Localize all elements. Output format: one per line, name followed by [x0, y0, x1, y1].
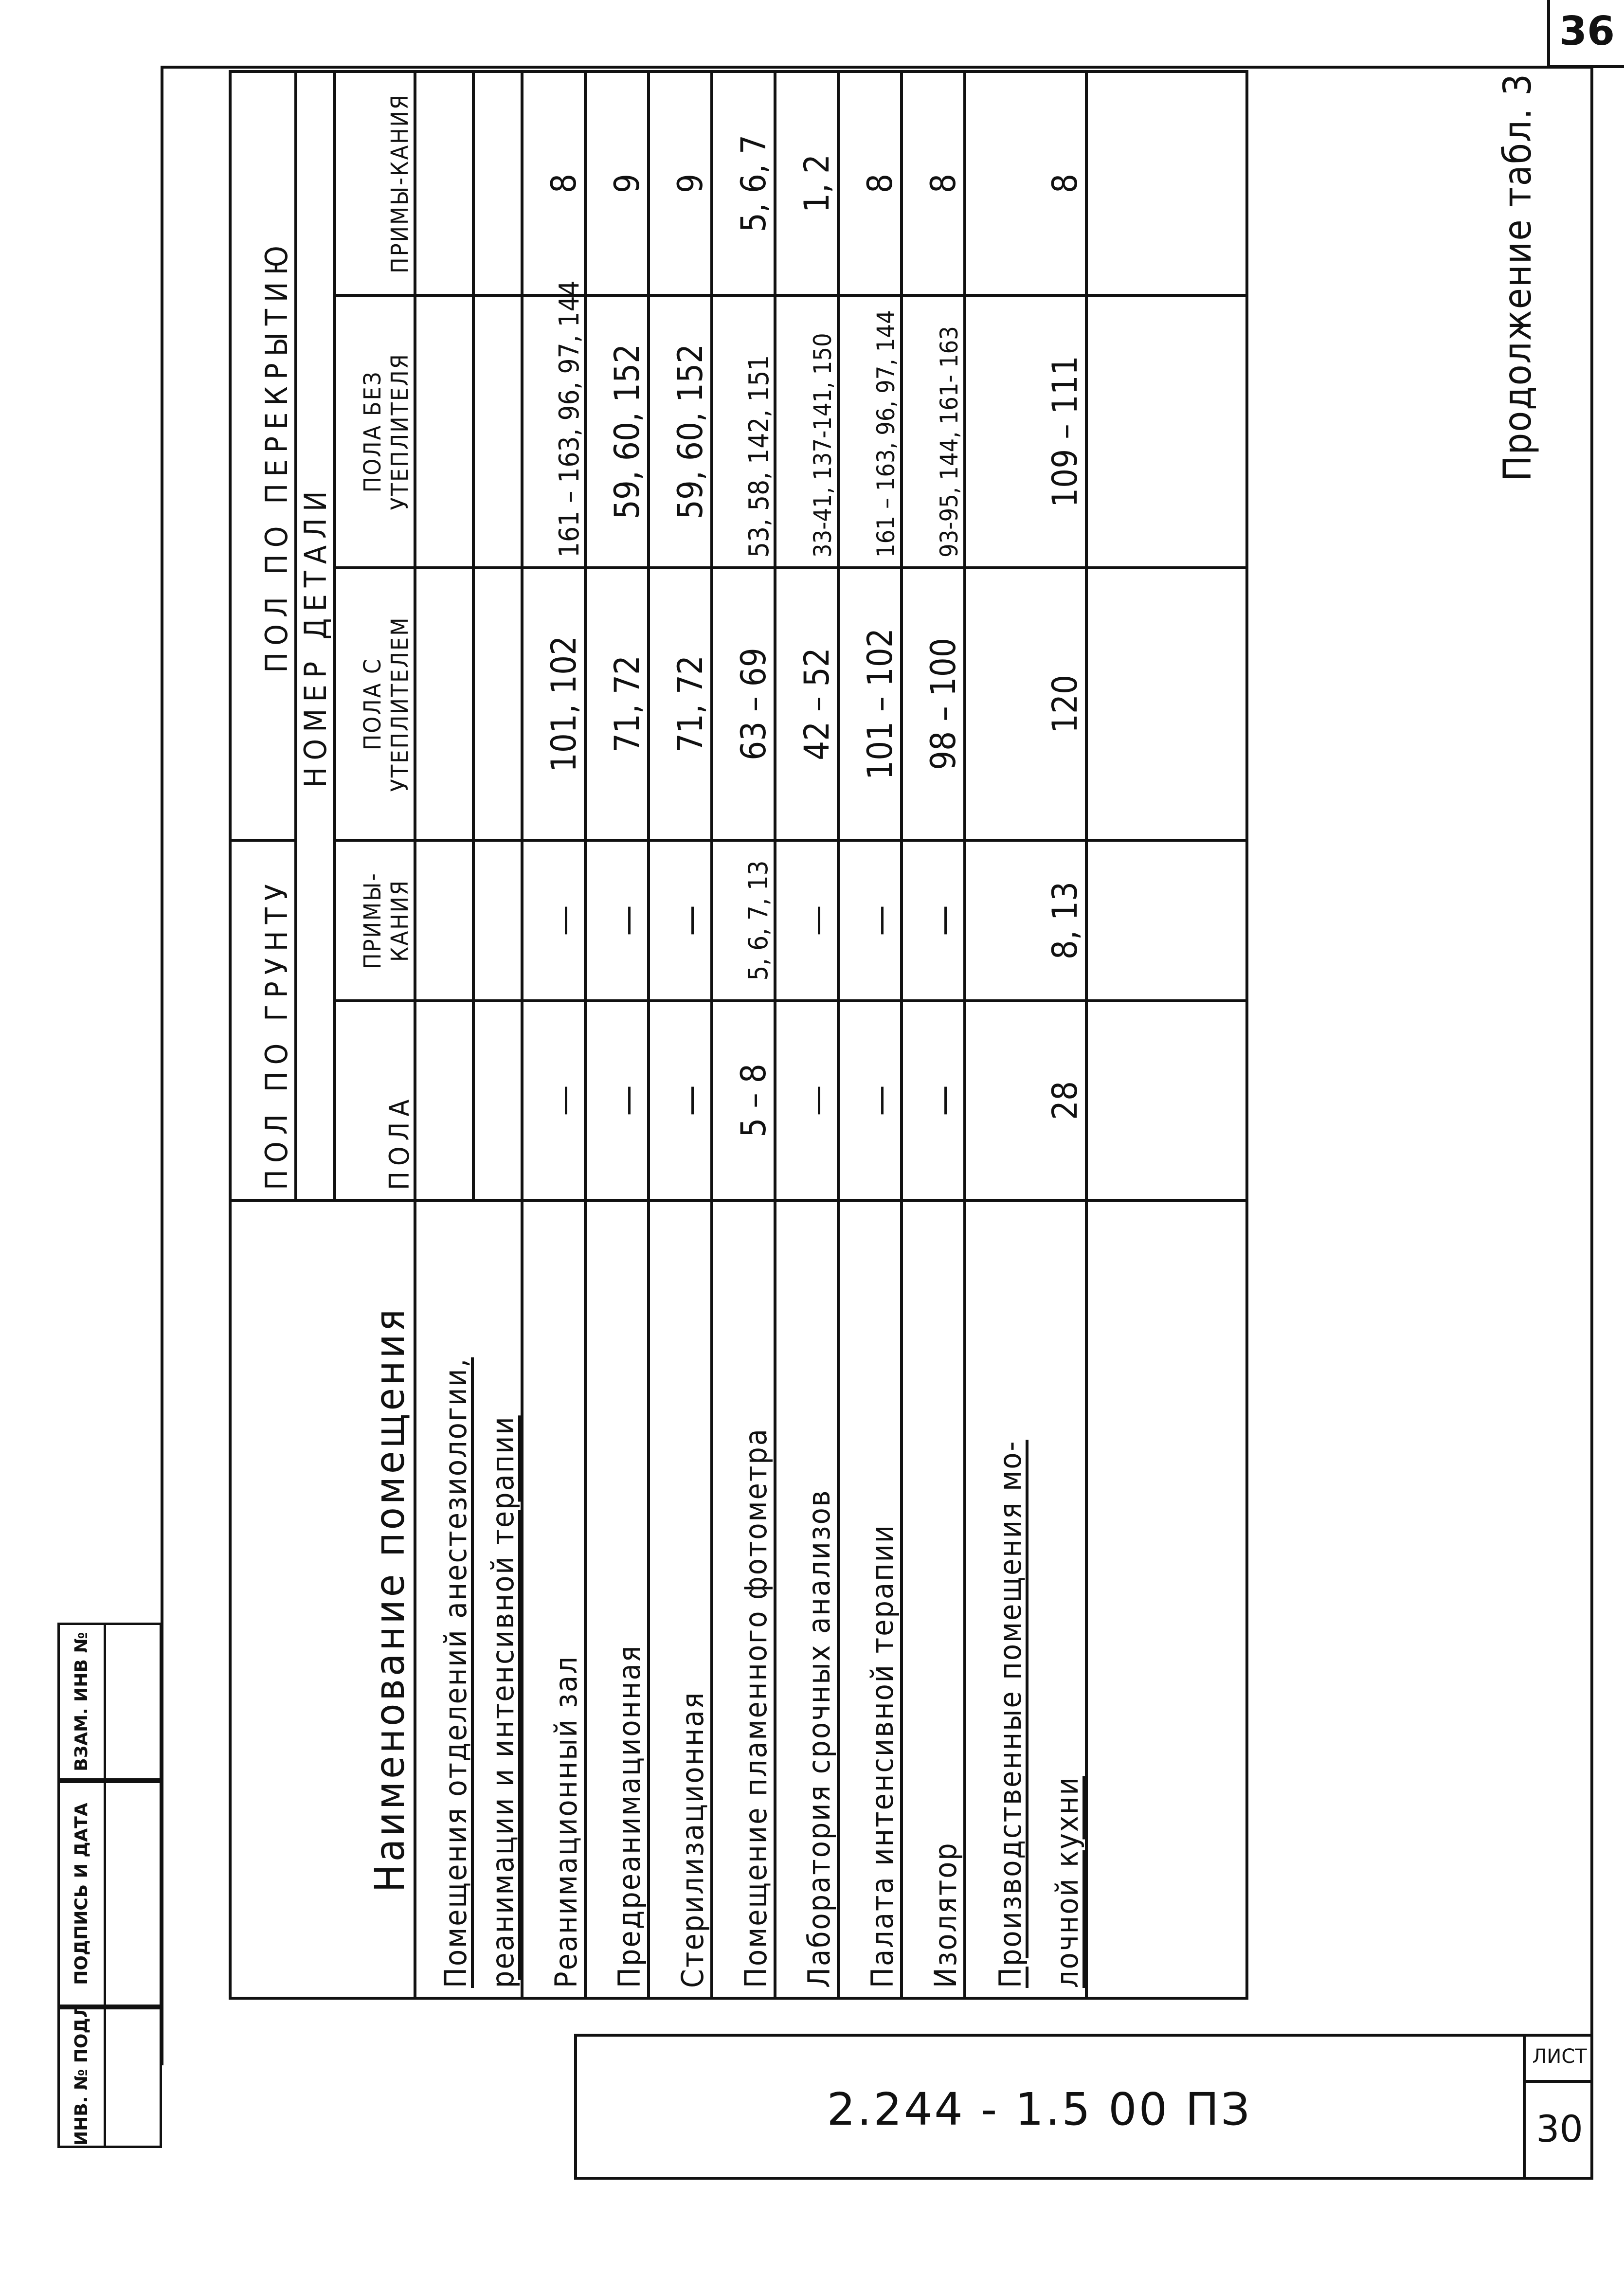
- row-ground-notes: —: [649, 840, 712, 1001]
- table-row: [585, 72, 649, 1998]
- row-without-insulation: 59, 60, 152: [585, 295, 649, 568]
- title-block: [574, 2034, 1593, 2180]
- stamp-inv-podl-value: [106, 2009, 160, 2146]
- header-without-insulation: ПОЛА БЕЗ УТЕПЛИТЕЛЯ: [335, 295, 415, 568]
- row-with-insulation: 71, 72: [585, 568, 649, 840]
- stamp-inv-podl-label: ИНВ. № ПОДЛ: [60, 2009, 106, 2146]
- row-name: Палата интенсивной терапии: [838, 1200, 902, 1998]
- table-row: [649, 72, 712, 1998]
- sheet-number: 30: [1536, 2107, 1583, 2150]
- row-without-insulation: 59, 60, 152: [649, 295, 712, 568]
- table-row: [775, 72, 838, 1998]
- floors-table: [229, 70, 1248, 2000]
- cell-empty: [415, 1001, 473, 1200]
- row-ceiling-notes: 8: [522, 72, 585, 295]
- stamp-vzam-value: [106, 1625, 160, 1778]
- row-ground-notes: —: [775, 840, 838, 1001]
- cell-empty: [1086, 840, 1247, 1001]
- row-name: Стерилизационная: [649, 1200, 712, 1998]
- row-ground-notes: 5, 6, 7, 13: [712, 840, 775, 1001]
- section2-with-insulation: 120: [965, 568, 1086, 840]
- table-row: [712, 72, 775, 1998]
- section2-ceiling-notes: 8: [965, 72, 1086, 295]
- cell-empty: [415, 72, 473, 295]
- cell-empty: [1086, 72, 1247, 295]
- stamp-vzam-label: ВЗАМ. ИНВ №: [60, 1625, 106, 1778]
- stamp-inv-podl: [57, 2003, 162, 2148]
- cell-empty: [473, 72, 522, 295]
- row-ceiling-notes: 9: [585, 72, 649, 295]
- row-ground-notes: —: [902, 840, 965, 1001]
- cell-empty: [473, 568, 522, 840]
- row-with-insulation: 101 – 102: [838, 568, 902, 840]
- row-ground-floor: —: [902, 1001, 965, 1200]
- header-number-details: НОМЕР ДЕТАЛИ: [296, 72, 335, 1200]
- header-floor-ceiling: ПОЛ ПО ПЕРЕКРЫТИЮ: [230, 72, 296, 840]
- stamp-podpis: [57, 1781, 162, 2007]
- sheet-label: ЛИСТ: [1526, 2034, 1593, 2083]
- stamp-podpis-value: [106, 1783, 160, 2005]
- header-ceiling-notes: ПРИМЫ-КАНИЯ: [335, 72, 415, 295]
- section1-line1: Помещения отделений анестезиологии,: [415, 1200, 473, 1998]
- section2-without-insulation: 109 – 111: [965, 295, 1086, 568]
- row-without-insulation: 93-95, 144, 161- 163: [902, 295, 965, 568]
- row-ground-floor: —: [522, 1001, 585, 1200]
- cell-empty: [1086, 1001, 1247, 1200]
- header-row-1: [230, 72, 296, 1998]
- sheet-corner-number: 36: [1547, 0, 1624, 68]
- cell-empty: [1086, 295, 1247, 568]
- cell-empty: [473, 295, 522, 568]
- cell-empty: [473, 1001, 522, 1200]
- section1-line2-row: [473, 72, 522, 1998]
- cell-empty: [1086, 1200, 1247, 1998]
- header-floor: ПОЛА: [335, 1001, 415, 1200]
- header-name: Наименование помещения: [230, 1200, 415, 1998]
- table-row: [522, 72, 585, 1998]
- row-without-insulation: 161 – 163, 96, 97, 144: [522, 295, 585, 568]
- header-floor-ground: ПОЛ ПО ГРУНТУ: [230, 840, 296, 1200]
- cell-empty: [415, 840, 473, 1001]
- section2-ground-notes: 8, 13: [965, 840, 1086, 1001]
- row-ground-floor: —: [649, 1001, 712, 1200]
- section2-line2: лочной кухни: [1028, 1200, 1086, 1998]
- row-with-insulation: 71, 72: [649, 568, 712, 840]
- row-name: Предреанимационная: [585, 1200, 649, 1998]
- row-with-insulation: 63 – 69: [712, 568, 775, 840]
- row-name: Реанимационный зал: [522, 1200, 585, 1998]
- table-title: Продолжение табл. 3: [1496, 73, 1540, 482]
- cell-empty: [415, 568, 473, 840]
- rotated-table-block: [229, 73, 1576, 2000]
- row-ground-floor: —: [585, 1001, 649, 1200]
- row-without-insulation: 161 – 163, 96, 97, 144: [838, 295, 902, 568]
- section1-line1-row: [415, 72, 473, 1998]
- row-ceiling-notes: 8: [902, 72, 965, 295]
- row-name: Изолятор: [902, 1200, 965, 1998]
- row-with-insulation: 101, 102: [522, 568, 585, 840]
- table-row: [838, 72, 902, 1998]
- row-ground-floor: 5 – 8: [712, 1001, 775, 1200]
- stamp-vzam: [57, 1623, 162, 1781]
- row-ceiling-notes: 9: [649, 72, 712, 295]
- sheet-box: [1523, 2034, 1593, 2180]
- cell-empty: [415, 295, 473, 568]
- row-without-insulation: 33-41, 137-141, 150: [775, 295, 838, 568]
- section2-line1-row: [965, 72, 1028, 1998]
- row-ceiling-notes: 5, 6, 7: [712, 72, 775, 295]
- section2-ground-floor: 28: [965, 1001, 1086, 1200]
- row-ground-floor: —: [838, 1001, 902, 1200]
- row-with-insulation: 98 – 100: [902, 568, 965, 840]
- header-ground-notes: ПРИМЫ-КАНИЯ: [335, 840, 415, 1001]
- row-ground-notes: —: [522, 840, 585, 1001]
- header-with-insulation: ПОЛА С УТЕПЛИТЕЛЕМ: [335, 568, 415, 840]
- row-ceiling-notes: 1, 2: [775, 72, 838, 295]
- empty-row: [1086, 72, 1247, 1998]
- section2-line1: Производственные помещения мо-: [965, 1200, 1028, 1998]
- row-without-insulation: 53, 58, 142, 151: [712, 295, 775, 568]
- row-name: Помещение пламенного фотометра: [712, 1200, 775, 1998]
- cell-empty: [473, 840, 522, 1001]
- stamp-podpis-label: ПОДПИСЬ И ДАТА: [60, 1783, 106, 2005]
- row-ground-notes: —: [585, 840, 649, 1001]
- row-name: Лаборатория срочных анализов: [775, 1200, 838, 1998]
- row-ground-notes: —: [838, 840, 902, 1001]
- row-with-insulation: 42 – 52: [775, 568, 838, 840]
- row-ceiling-notes: 8: [838, 72, 902, 295]
- section1-line2: реанимации и интенсивной терапии: [473, 1200, 522, 1998]
- cell-empty: [1086, 568, 1247, 840]
- table-row: [902, 72, 965, 1998]
- document-code: 2.244 - 1.5 00 ПЗ: [827, 2083, 1252, 2135]
- row-ground-floor: —: [775, 1001, 838, 1200]
- margin-stamp: [57, 1484, 162, 2148]
